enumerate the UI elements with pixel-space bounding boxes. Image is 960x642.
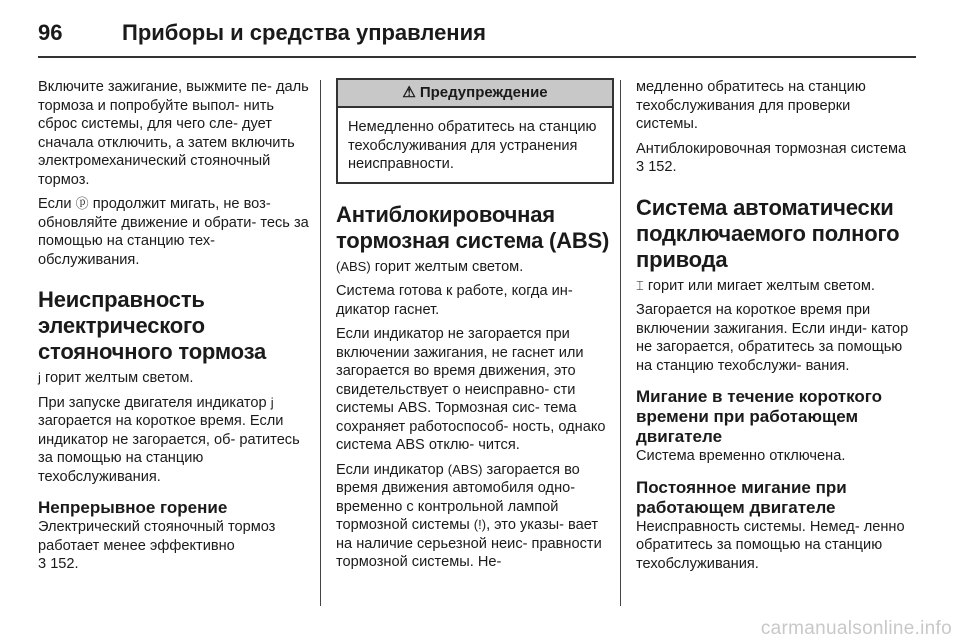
section-heading: Система автоматически подключаемого полного привода bbox=[636, 194, 900, 272]
abs-icon: (ABS) bbox=[447, 461, 483, 477]
text: горит желтым светом. bbox=[44, 370, 194, 386]
text: Электрический стояночный тормоз работает менее эффективно bbox=[38, 519, 276, 554]
section-heading: Неисправность электрического стояночного тормоза bbox=[38, 287, 267, 364]
paragraph: Загорается на короткое время при включении зажигания. Если инди- катор не загорается, обратитесь за помощью на станцию техобслужи- вания. bbox=[636, 302, 909, 374]
column-1 bbox=[38, 78, 310, 580]
parking-brake-icon: ⓟ bbox=[75, 196, 89, 211]
epb-warning-icon: j bbox=[38, 370, 41, 385]
text: продолжит мигать, не воз- обновляйте движение и обрати- тесь за помощью на станцию тех- обслуживания. bbox=[38, 196, 309, 268]
warning-title: Предупреждение bbox=[419, 84, 548, 101]
column-2 bbox=[336, 78, 614, 578]
paragraph: Включите зажигание, выжмите пе- даль тормоза и попробуйте выпол- нить сброс системы, для чего сле- дует сначала отключить, а затем включить электромеханический стояночный тормоз. bbox=[38, 79, 309, 188]
page-ref-arrow: 3 bbox=[636, 159, 645, 175]
text: Если индикатор bbox=[336, 461, 444, 478]
paragraph: Неисправность системы. Немед- ленно обратитесь за помощью на станцию техобслуживания. bbox=[636, 518, 905, 572]
paragraph bbox=[38, 394, 310, 487]
text: Антиблокировочная тормозная система bbox=[636, 140, 907, 157]
paragraph: медленно обратитесь на станцию техобслуживания для проверки системы. bbox=[636, 79, 866, 132]
column-divider bbox=[320, 80, 321, 606]
column-divider bbox=[620, 80, 621, 606]
text: При запуске двигателя индикатор bbox=[38, 394, 267, 411]
paragraph: Система готова к работе, когда ин- дикатор гаснет. bbox=[336, 283, 573, 318]
page-title: Приборы и средства управления bbox=[122, 20, 486, 45]
text: горит или мигает желтым светом. bbox=[647, 277, 875, 294]
text: горит желтым светом. bbox=[374, 258, 524, 275]
abs-icon: (ABS) bbox=[336, 258, 371, 274]
header-rule bbox=[38, 56, 916, 58]
column-3 bbox=[636, 78, 916, 579]
warning-triangle-icon: ⚠ bbox=[402, 84, 416, 101]
warning-box bbox=[336, 78, 614, 184]
awd-icon: ⌶ bbox=[636, 277, 644, 293]
paragraph: Если индикатор не загорается при включении зажигания, не гаснет или загорается во время движения, это свидетельствует о неисправно- сти системы ABS. Тормозная сис- тема сохраняет работоспособ- ность, однако система ABS отклю- чится. bbox=[336, 326, 606, 453]
paragraph bbox=[38, 518, 310, 574]
paragraph: Система временно отключена. bbox=[636, 448, 846, 464]
page-ref[interactable]: 152. bbox=[648, 159, 677, 175]
paragraph bbox=[38, 195, 310, 269]
paragraph bbox=[336, 258, 614, 277]
text: загорается во время движения автомобиля одно- временно с контрольной лампой тормозной системы bbox=[336, 461, 580, 533]
warning-body: Немедленно обратитесь на станцию техобслуживания для устранения неисправности. bbox=[348, 119, 597, 172]
text: загорается на короткое время. Если индикатор не загорается, об- ратитесь за помощью на станцию техобслуживания. bbox=[38, 413, 300, 485]
page-ref-arrow: 3 bbox=[38, 556, 47, 572]
text: Если bbox=[38, 196, 72, 212]
warning-header bbox=[338, 80, 612, 108]
subsection-heading: Постоянное мигание при работающем двигателе bbox=[636, 477, 847, 517]
page-header bbox=[0, 0, 960, 58]
text: , это указы- вает на наличие серьезной неис- правности тормозной системы. Не- bbox=[336, 517, 602, 570]
paragraph bbox=[636, 140, 916, 177]
subsection-heading: Непрерывное горение bbox=[38, 498, 228, 517]
subsection-heading: Мигание в течение короткого времени при работающем двигателе bbox=[636, 387, 883, 446]
watermark: carmanualsonline.info bbox=[760, 618, 952, 639]
page-ref[interactable]: 152. bbox=[50, 556, 79, 572]
epb-warning-icon: j bbox=[270, 394, 274, 410]
section-heading: Антиблокировочная тормозная система (ABS) bbox=[336, 201, 610, 253]
paragraph bbox=[38, 369, 310, 388]
paragraph bbox=[636, 277, 916, 296]
paragraph bbox=[336, 461, 614, 572]
page-number: 96 bbox=[38, 20, 63, 45]
brake-warning-icon: (!) bbox=[473, 517, 487, 532]
